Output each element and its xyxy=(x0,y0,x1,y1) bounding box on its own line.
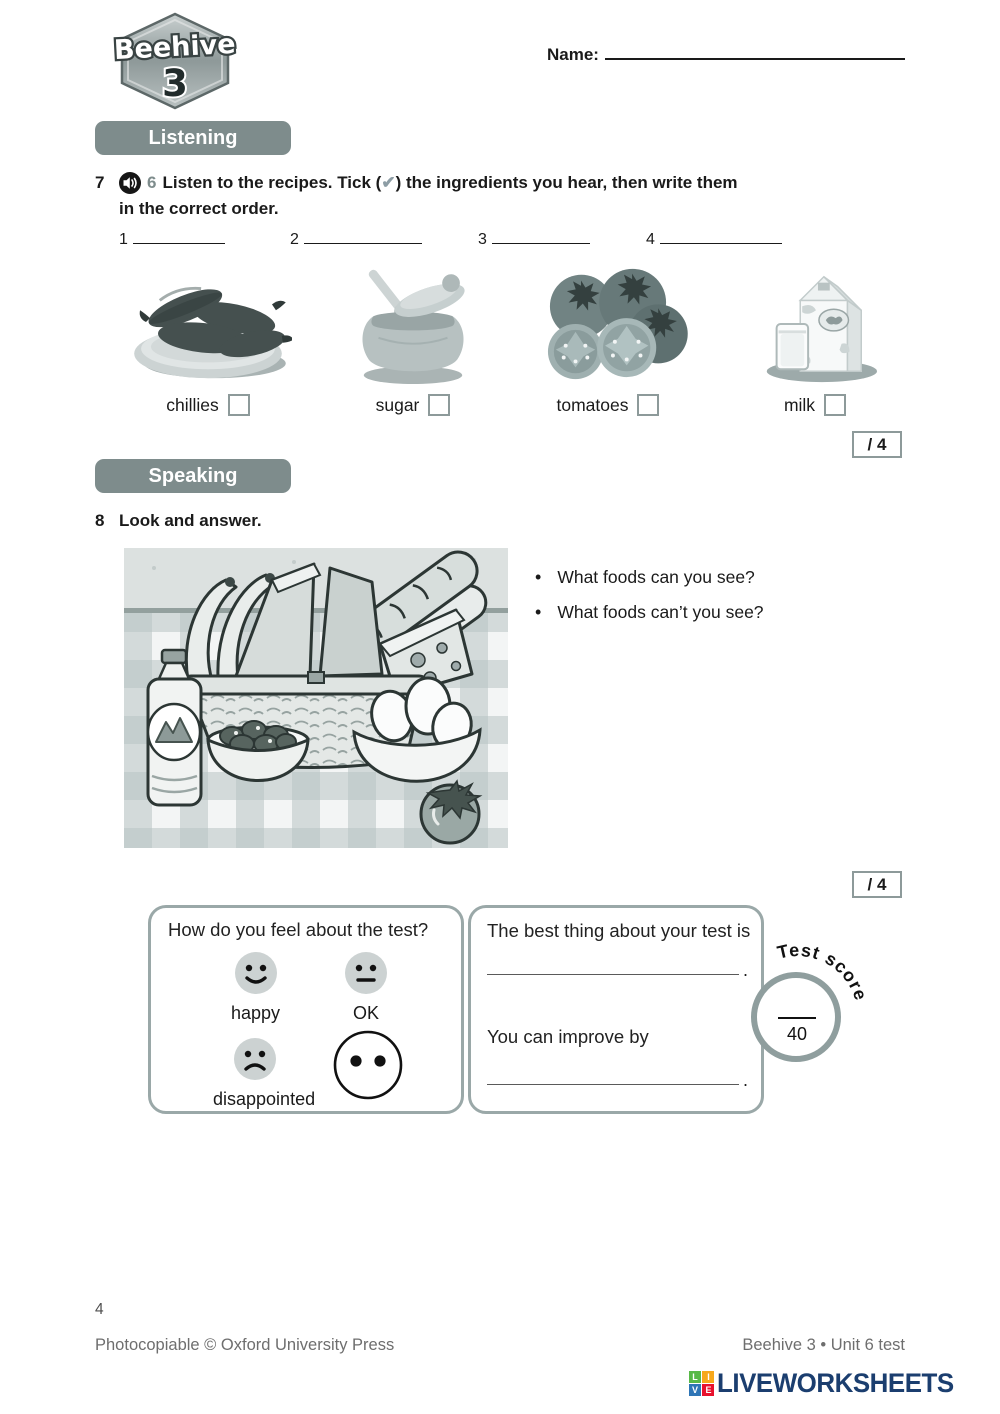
audio-track-number: 6 xyxy=(147,173,157,192)
listening-score-box[interactable] xyxy=(852,431,902,458)
logo-tile-i: I xyxy=(702,1371,714,1383)
liveworksheets-tiles-icon xyxy=(689,1371,715,1397)
test-score-total: 40 xyxy=(786,1024,808,1044)
order-blank-line-1[interactable] xyxy=(133,230,225,244)
logo-tile-e: E xyxy=(702,1384,714,1396)
name-label: Name: xyxy=(547,45,599,64)
exercise-8-number: 8 xyxy=(95,511,105,530)
chillies-label: chillies xyxy=(166,394,219,415)
exercise-8 xyxy=(95,508,865,534)
milk-carton-illustration xyxy=(731,261,899,387)
audio-speaker-icon[interactable] xyxy=(119,172,141,194)
tomatoes-label: tomatoes xyxy=(556,394,629,415)
ok-label: OK xyxy=(352,1003,379,1023)
order-blank-line-4[interactable] xyxy=(660,230,782,244)
brand-level: 3 xyxy=(162,62,188,105)
chillies-plate-illustration xyxy=(124,261,292,387)
blank-face-icon[interactable] xyxy=(331,1028,405,1102)
figure-milk xyxy=(725,261,905,416)
feelings-question: How do you feel about the test? xyxy=(168,919,429,940)
question-2: • What foods can’t you see? xyxy=(535,599,764,625)
logo-tile-l: L xyxy=(689,1371,701,1383)
tomatoes-illustration xyxy=(524,261,692,387)
speaking-score-label: / 4 xyxy=(867,874,887,894)
best-thing-label: The best thing about your test is xyxy=(487,920,751,941)
order-blank-1: 1 xyxy=(119,230,225,249)
mood-happy[interactable] xyxy=(231,950,280,1024)
order-blank-line-2[interactable] xyxy=(304,230,422,244)
brand-name: Beehive xyxy=(113,28,237,67)
improve-line[interactable] xyxy=(487,1084,739,1085)
order-blank-4: 4 xyxy=(646,230,782,249)
speaking-section-title: Speaking xyxy=(148,464,238,487)
mood-ok[interactable] xyxy=(343,950,389,1024)
speaking-section-header xyxy=(95,459,291,493)
picnic-basket-illustration xyxy=(124,548,508,848)
exercise-7-instruction-line2: in the correct order. xyxy=(119,199,279,218)
sugar-checkbox[interactable] xyxy=(428,394,450,416)
beehive-hexagon-icon xyxy=(112,12,238,110)
sugar-bowl-illustration xyxy=(329,261,497,387)
speaking-score-box[interactable] xyxy=(852,871,902,898)
exercise-7 xyxy=(95,170,865,222)
tomatoes-checkbox[interactable] xyxy=(637,394,659,416)
feedback-panel xyxy=(148,903,872,1123)
listening-section-header xyxy=(95,121,291,155)
beehive-logo xyxy=(112,12,238,110)
logo-tile-v: V xyxy=(689,1384,701,1396)
order-blank-2: 2 xyxy=(290,230,422,249)
exercise-8-instruction: Look and answer. xyxy=(119,511,262,530)
copyright-text: Photocopiable © Oxford University Press xyxy=(95,1336,395,1354)
question-1: • What foods can you see? xyxy=(535,564,764,590)
listening-score-label: / 4 xyxy=(867,434,887,454)
disappointed-label: disappointed xyxy=(213,1089,316,1109)
ok-face-icon[interactable] xyxy=(343,950,389,996)
exercise-7-number: 7 xyxy=(95,173,105,192)
best-thing-line[interactable] xyxy=(487,974,739,975)
bullet-icon: • xyxy=(535,602,542,622)
test-score-label: Test score xyxy=(775,939,872,1004)
comments-box: The best thing about your test is . You can improve by . xyxy=(468,905,764,1114)
liveworksheets-logo[interactable] xyxy=(689,1368,964,1399)
sugar-label: sugar xyxy=(375,394,420,415)
liveworksheets-wordmark: LIVEWORKSHEETS xyxy=(717,1368,955,1398)
test-score-circle[interactable] xyxy=(716,930,880,1094)
milk-label: milk xyxy=(783,394,816,415)
milk-checkbox[interactable] xyxy=(824,394,846,416)
happy-face-icon[interactable] xyxy=(233,950,279,996)
figure-tomatoes xyxy=(518,261,698,416)
figure-sugar xyxy=(323,261,503,416)
improve-label: You can improve by xyxy=(487,1026,649,1047)
figure-chillies xyxy=(118,261,298,416)
page-number: 4 xyxy=(95,1301,104,1318)
edition-text: Beehive 3 • Unit 6 test xyxy=(742,1336,905,1354)
listening-section-title: Listening xyxy=(148,126,238,149)
speaking-questions xyxy=(535,564,764,634)
mood-disappointed[interactable] xyxy=(213,1036,316,1110)
order-blank-line-3[interactable] xyxy=(492,230,590,244)
disappointed-face-icon[interactable] xyxy=(232,1036,278,1082)
exercise-7-instruction: Listen to the recipes. Tick (✔) the ingredients you hear, then write them xyxy=(162,173,738,192)
happy-label: happy xyxy=(231,1003,281,1023)
name-row xyxy=(547,44,905,65)
tick-icon: ✔ xyxy=(381,173,396,192)
chillies-checkbox[interactable] xyxy=(228,394,250,416)
bullet-icon: • xyxy=(535,567,542,587)
name-input-line[interactable] xyxy=(605,44,905,60)
order-blank-3: 3 xyxy=(478,230,590,249)
feelings-box xyxy=(148,905,464,1114)
